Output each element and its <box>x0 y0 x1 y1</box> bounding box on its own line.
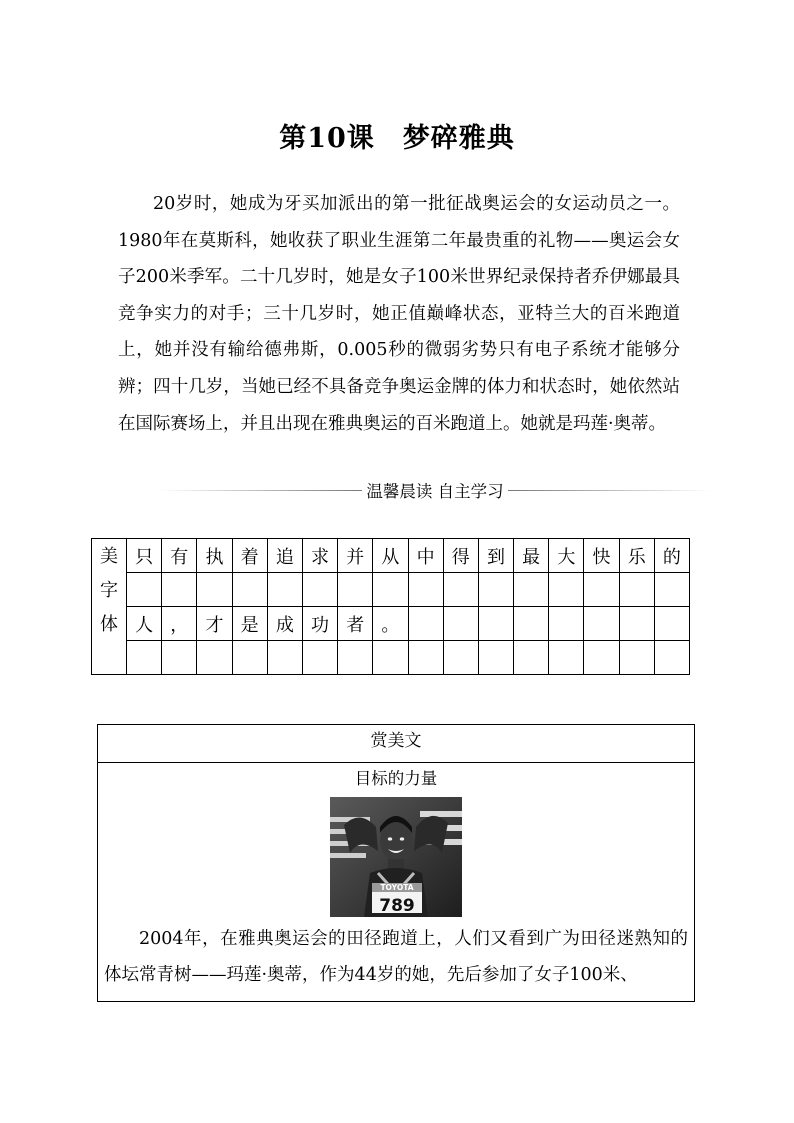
grid-cell <box>654 573 689 607</box>
grid-cell: 大 <box>549 539 584 573</box>
grid-cell: 执 <box>197 539 232 573</box>
calligraphy-grid <box>91 538 690 675</box>
grid-cell <box>232 573 267 607</box>
article-body <box>104 921 688 993</box>
grid-cell <box>162 641 197 675</box>
grid-cell <box>267 573 302 607</box>
side-label-char: 体 <box>100 614 118 635</box>
grid-cell <box>197 573 232 607</box>
grid-cell <box>478 607 513 641</box>
grid-cell <box>302 573 337 607</box>
grid-cell <box>478 573 513 607</box>
grid-cell <box>584 641 619 675</box>
grid-cell: 着 <box>232 539 267 573</box>
grid-cell <box>232 641 267 675</box>
grid-cell: ， <box>162 607 197 641</box>
grid-cell: 只 <box>127 539 162 573</box>
grid-cell: 到 <box>478 539 513 573</box>
grid-cell <box>584 607 619 641</box>
grid-cell <box>443 607 478 641</box>
grid-cell <box>408 573 443 607</box>
grid-cell: 中 <box>408 539 443 573</box>
grid-cell <box>373 641 408 675</box>
grid-cell <box>619 641 654 675</box>
grid-cell <box>478 641 513 675</box>
grid-cell: 才 <box>197 607 232 641</box>
athlete-photo <box>330 797 462 917</box>
article-paragraph: 2004年，在雅典奥运会的田径跑道上，人们又看到广为田径迷熟知的体坛常青树——玛莲·奥蒂，作为44岁的她，先后参加了女子100米、 <box>104 929 688 985</box>
grid-cell <box>549 607 584 641</box>
grid-cell <box>514 641 549 675</box>
grid-cell: 求 <box>302 539 337 573</box>
grid-cell: 乐 <box>619 539 654 573</box>
article-title: 目标的力量 <box>354 769 438 788</box>
grid-cell: 有 <box>162 539 197 573</box>
grid-cell <box>302 641 337 675</box>
grid-cell: 快 <box>584 539 619 573</box>
grid-row <box>92 573 690 607</box>
grid-cell: 功 <box>302 607 337 641</box>
grid-cell: 人 <box>127 607 162 641</box>
grid-cell <box>619 573 654 607</box>
appreciation-box <box>97 724 695 1002</box>
grid-cell: 得 <box>443 539 478 573</box>
intro-paragraph: 20岁时，她成为牙买加派出的第一批征战奥运会的女运动员之一。1980年在莫斯科，她收获了职业生涯第二年最贵重的礼物——奥运会女子200米季军。二十几岁时，她是女子100米世界纪录保持者乔伊娜最具竞争实力的对手；三十几岁时，她正值巅峰状态，亚特兰大的百米跑道上，她并没有输给德弗斯，0.005秒的微弱劣势只有电子系统才能够分辨；四十几岁，当她已经不具备竞争奥运金牌的体力和状态时，她依然站在国际赛场上，并且出现在雅典奥运的百米跑道上。她就是玛莲·奥蒂。 <box>118 194 680 434</box>
grid-cell <box>408 607 443 641</box>
grid-cell <box>197 641 232 675</box>
grid-cell: 的 <box>654 539 689 573</box>
grid-side-label <box>92 539 127 675</box>
grid-cell: 成 <box>267 607 302 641</box>
intro-passage <box>118 186 680 442</box>
section-divider <box>160 478 710 502</box>
grid-cell <box>654 641 689 675</box>
grid-cell <box>373 573 408 607</box>
appreciation-header: 赏美文 <box>98 725 694 763</box>
divider-line-right <box>508 490 710 491</box>
bib-brand: TOYOTA <box>380 883 414 892</box>
grid-cell <box>584 573 619 607</box>
grid-cell <box>514 607 549 641</box>
divider-line-left <box>160 490 362 491</box>
grid-cell: 追 <box>267 539 302 573</box>
grid-cell: 者 <box>338 607 373 641</box>
grid-cell <box>127 573 162 607</box>
grid-cell <box>619 607 654 641</box>
grid-cell: 从 <box>373 539 408 573</box>
grid-cell <box>549 573 584 607</box>
grid-cell <box>338 573 373 607</box>
grid-cell: 并 <box>338 539 373 573</box>
grid-cell <box>654 607 689 641</box>
grid-cell <box>127 641 162 675</box>
grid-cell <box>514 573 549 607</box>
grid-cell <box>267 641 302 675</box>
grid-cell <box>162 573 197 607</box>
grid-cell <box>443 641 478 675</box>
section-label: 温馨晨读 自主学习 <box>366 482 504 501</box>
grid-cell <box>408 641 443 675</box>
grid-cell <box>338 641 373 675</box>
grid-row <box>92 607 690 641</box>
grid-row <box>92 539 690 573</box>
grid-cell: 最 <box>514 539 549 573</box>
grid-cell <box>443 573 478 607</box>
side-label-char: 美 <box>100 546 118 567</box>
lesson-title: 第10课 梦碎雅典 <box>279 123 515 154</box>
grid-cell: 是 <box>232 607 267 641</box>
side-label-char: 字 <box>100 580 118 601</box>
bib-number: 789 <box>379 896 415 916</box>
grid-cell: 。 <box>373 607 408 641</box>
grid-row <box>92 641 690 675</box>
grid-cell <box>549 641 584 675</box>
